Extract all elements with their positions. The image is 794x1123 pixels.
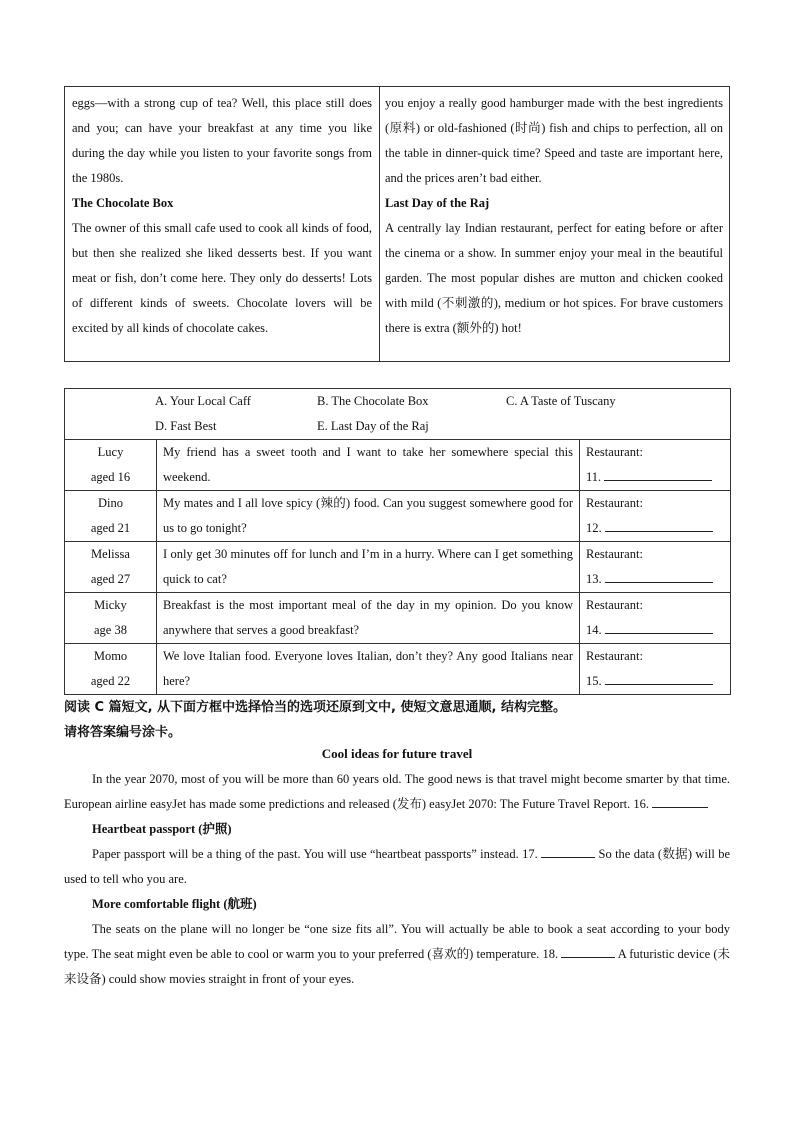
column-divider (379, 87, 380, 361)
passage (64, 767, 730, 992)
answer-cell (580, 593, 731, 644)
restaurant-descriptions-table (64, 86, 730, 362)
table-row (65, 542, 731, 593)
person-cell (65, 491, 157, 542)
request-text: Breakfast is the most important meal of the day in my opinion. Do you know anywhere that serves a good breakfast? (157, 593, 580, 644)
question-number: 13. (586, 572, 602, 586)
request-text: My friend has a sweet tooth and I want to take her somewhere special this weekend. (157, 440, 580, 491)
person-age: aged 16 (90, 470, 131, 484)
person-cell (65, 542, 157, 593)
question-number: 12. (586, 521, 602, 535)
right-column (385, 91, 723, 341)
table-row (65, 491, 731, 542)
answer-blank[interactable] (605, 672, 713, 685)
option-d: D. Fast Best (155, 419, 217, 433)
request-text: My mates and I all love spicy (辣的) food. Can you suggest somewhere good for us to go tonight? (157, 491, 580, 542)
paragraph: you enjoy a really good hamburger made with the best ingredients (原料) or old-fashioned (时尚) fish and chips to perfection, all on the table in dinner-quick time? Speed and taste are important here, and the prices aren’t bad either. (385, 96, 723, 185)
answer-label: Restaurant: (586, 445, 643, 459)
person-name: Momo (93, 649, 128, 663)
option-e: E. Last Day of the Raj (317, 419, 429, 433)
answer-cell (580, 644, 731, 695)
options-row (65, 389, 731, 440)
answer-cell (580, 542, 731, 593)
paragraph-text: Paper passport will be a thing of the past. You will use “heartbeat passports” instead. 17. (92, 847, 538, 861)
paragraph: A centrally lay Indian restaurant, perfect for eating before or after the cinema or a show. In summer enjoy your meal in the beautiful garden. The most popular dishes are mutton and chicken cooked with mild (不刺激的), medium or hot spices. For brave customers there is extra (额外的) hot! (385, 221, 723, 335)
person-name: Melissa (91, 547, 130, 561)
question-number: 14. (586, 623, 602, 637)
person-age: age 38 (94, 623, 127, 637)
paragraph: The owner of this small cafe used to cook all kinds of food, but then she realized she liked desserts best. If you want meat or fish, don’t come here. They only do desserts! Lots of different kinds of sweets. Chocolate lovers will be excited by all kinds of chocolate cakes. (72, 221, 372, 335)
paragraph-text: A futuristic device (未来设备) could show movies straight in front of your eyes. (64, 947, 731, 986)
person-cell (65, 593, 157, 644)
subheading: More comfortable flight (航班) (92, 897, 257, 911)
restaurant-heading: Last Day of the Raj (385, 196, 490, 210)
option-b: B. The Chocolate Box (317, 394, 429, 408)
question-number: 15. (586, 674, 602, 688)
request-text: I only get 30 minutes off for lunch and I’m in a hurry. Where can I get something quick to cat? (157, 542, 580, 593)
left-column (72, 91, 372, 341)
paragraph-text: In the year 2070, most of you will be more than 60 years old. The good news is that travel might become smarter by that time. European airline easyJet has made some predictions and released (发布) easyJet 2070: The Future Travel Report. 16. (64, 772, 730, 811)
question-number: 11. (586, 470, 602, 484)
person-name: Micky (94, 598, 127, 612)
table-row (65, 440, 731, 491)
table-row (65, 593, 731, 644)
instruction-line: 阅读 C 篇短文, 从下面方框中选择恰当的选项还原到文中, 使短文意思通顺, 结构完整。 (64, 700, 566, 715)
passage-title: Cool ideas for future travel (321, 746, 473, 761)
person-age: aged 22 (90, 674, 131, 688)
passage-paragraph (64, 842, 730, 892)
answer-label: Restaurant: (586, 598, 643, 612)
paragraph: eggs—with a strong cup of tea? Well, this place still does and you; can have your breakfast at any time you like during the day while you listen to your favorite songs from the 1980s. (72, 96, 372, 185)
request-text: We love Italian food. Everyone loves Italian, don’t they? Any good Italians near here? (157, 644, 580, 695)
person-cell (65, 644, 157, 695)
answer-blank[interactable] (605, 570, 713, 583)
person-name: Lucy (97, 445, 124, 459)
answer-label: Restaurant: (586, 496, 643, 510)
passage-paragraph (64, 767, 730, 817)
answer-label: Restaurant: (586, 649, 643, 663)
subheading: Heartbeat passport (护照) (92, 822, 232, 836)
person-age: aged 27 (90, 572, 131, 586)
paragraph-text: So the data (数据) will be used to tell who you are. (64, 847, 731, 886)
person-cell (65, 440, 157, 491)
person-age: aged 21 (90, 521, 131, 535)
paragraph-text: The seats on the plane will no longer be “one size fits all”. You will actually be able to book a seat according to your body type. The seat might even be able to cool or warm you to your preferred (喜欢的) temperature. 18. (64, 922, 730, 961)
section-instructions (64, 695, 566, 745)
answer-cell (580, 440, 731, 491)
blank-18[interactable] (561, 945, 615, 958)
restaurant-heading: The Chocolate Box (72, 196, 174, 210)
answer-blank[interactable] (604, 468, 712, 481)
answer-cell (580, 491, 731, 542)
passage-paragraph (64, 917, 730, 992)
matching-table (64, 388, 731, 695)
blank-16[interactable] (652, 795, 708, 808)
table-row (65, 644, 731, 695)
answer-label: Restaurant: (586, 547, 643, 561)
options-box (65, 389, 731, 440)
blank-17[interactable] (541, 845, 595, 858)
instruction-line: 请将答案编号涂卡。 (64, 725, 182, 740)
answer-blank[interactable] (605, 519, 713, 532)
person-name: Dino (98, 496, 123, 510)
option-c: C. A Taste of Tuscany (506, 394, 616, 408)
answer-blank[interactable] (605, 621, 713, 634)
option-a: A. Your Local Caff (155, 394, 251, 408)
